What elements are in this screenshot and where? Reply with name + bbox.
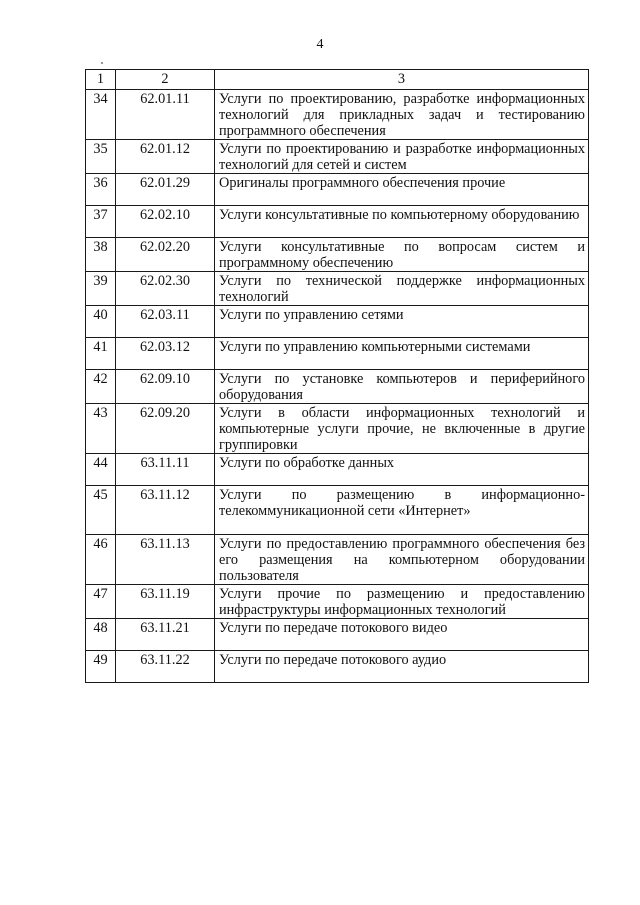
row-code: 63.11.12 — [116, 486, 215, 535]
table-row — [86, 585, 589, 619]
row-description: Услуги консультативные по компьютерному оборудованию — [215, 206, 589, 238]
row-number: 49 — [86, 651, 116, 683]
row-number: 47 — [86, 585, 116, 619]
row-code: 62.02.20 — [116, 238, 215, 272]
table-row — [86, 306, 589, 338]
table-row — [86, 404, 589, 454]
table-row — [86, 619, 589, 651]
row-number: 36 — [86, 174, 116, 206]
row-code: 62.01.11 — [116, 90, 215, 140]
row-code: 62.09.10 — [116, 370, 215, 404]
header-col-1: 1 — [86, 70, 116, 90]
row-description: Услуги по управлению сетями — [215, 306, 589, 338]
row-description: Услуги по технической поддержке информационных технологий — [215, 272, 589, 306]
row-description: Оригиналы программного обеспечения прочие — [215, 174, 589, 206]
header-row — [86, 70, 589, 90]
row-code: 62.03.11 — [116, 306, 215, 338]
table-row — [86, 651, 589, 683]
row-number: 42 — [86, 370, 116, 404]
row-description: Услуги по передаче потокового аудио — [215, 651, 589, 683]
page-number: 4 — [316, 37, 324, 52]
row-number: 40 — [86, 306, 116, 338]
row-code: 63.11.21 — [116, 619, 215, 651]
row-number: 45 — [86, 486, 116, 535]
row-description: Услуги прочие по размещению и предоставлению инфраструктуры информационных технологий — [215, 585, 589, 619]
table-row — [86, 454, 589, 486]
row-description: Услуги по передаче потокового видео — [215, 619, 589, 651]
header-col-3: 3 — [215, 70, 589, 90]
row-number: 37 — [86, 206, 116, 238]
row-code: 62.01.29 — [116, 174, 215, 206]
row-description: Услуги по проектированию, разработке информационных технологий для прикладных задач и тестированию программного обеспечения — [215, 90, 589, 140]
row-description: Услуги консультативные по вопросам систем и программному обеспечению — [215, 238, 589, 272]
row-description: Услуги по размещению в информационно-телекоммуникационной сети «Интернет» — [215, 486, 589, 535]
table-row — [86, 90, 589, 140]
row-code: 62.01.12 — [116, 140, 215, 174]
header-col-2: 2 — [116, 70, 215, 90]
table-row — [86, 140, 589, 174]
row-code: 63.11.13 — [116, 535, 215, 585]
table-row — [86, 174, 589, 206]
row-description: Услуги по проектированию и разработке информационных технологий для сетей и систем — [215, 140, 589, 174]
table-row — [86, 535, 589, 585]
table-row — [86, 238, 589, 272]
table-row — [86, 338, 589, 370]
row-number: 46 — [86, 535, 116, 585]
row-number: 43 — [86, 404, 116, 454]
row-code: 62.02.30 — [116, 272, 215, 306]
row-number: 34 — [86, 90, 116, 140]
services-table — [85, 69, 589, 683]
row-number: 44 — [86, 454, 116, 486]
row-code: 62.03.12 — [116, 338, 215, 370]
row-number: 38 — [86, 238, 116, 272]
row-description: Услуги по предоставлению программного обеспечения без его размещения на компьютерном оборудовании пользователя — [215, 535, 589, 585]
row-number: 48 — [86, 619, 116, 651]
row-code: 63.11.22 — [116, 651, 215, 683]
row-number: 39 — [86, 272, 116, 306]
row-description: Услуги по установке компьютеров и периферийного оборудования — [215, 370, 589, 404]
scan-dot — [101, 62, 103, 64]
row-number: 41 — [86, 338, 116, 370]
row-code: 62.02.10 — [116, 206, 215, 238]
row-description: Услуги по обработке данных — [215, 454, 589, 486]
row-description: Услуги по управлению компьютерными системами — [215, 338, 589, 370]
row-number: 35 — [86, 140, 116, 174]
row-code: 62.09.20 — [116, 404, 215, 454]
row-code: 63.11.19 — [116, 585, 215, 619]
row-description: Услуги в области информационных технологий и компьютерные услуги прочие, не включенные в другие группировки — [215, 404, 589, 454]
table-row — [86, 206, 589, 238]
table-row — [86, 486, 589, 535]
row-code: 63.11.11 — [116, 454, 215, 486]
table-row — [86, 272, 589, 306]
table-row — [86, 370, 589, 404]
